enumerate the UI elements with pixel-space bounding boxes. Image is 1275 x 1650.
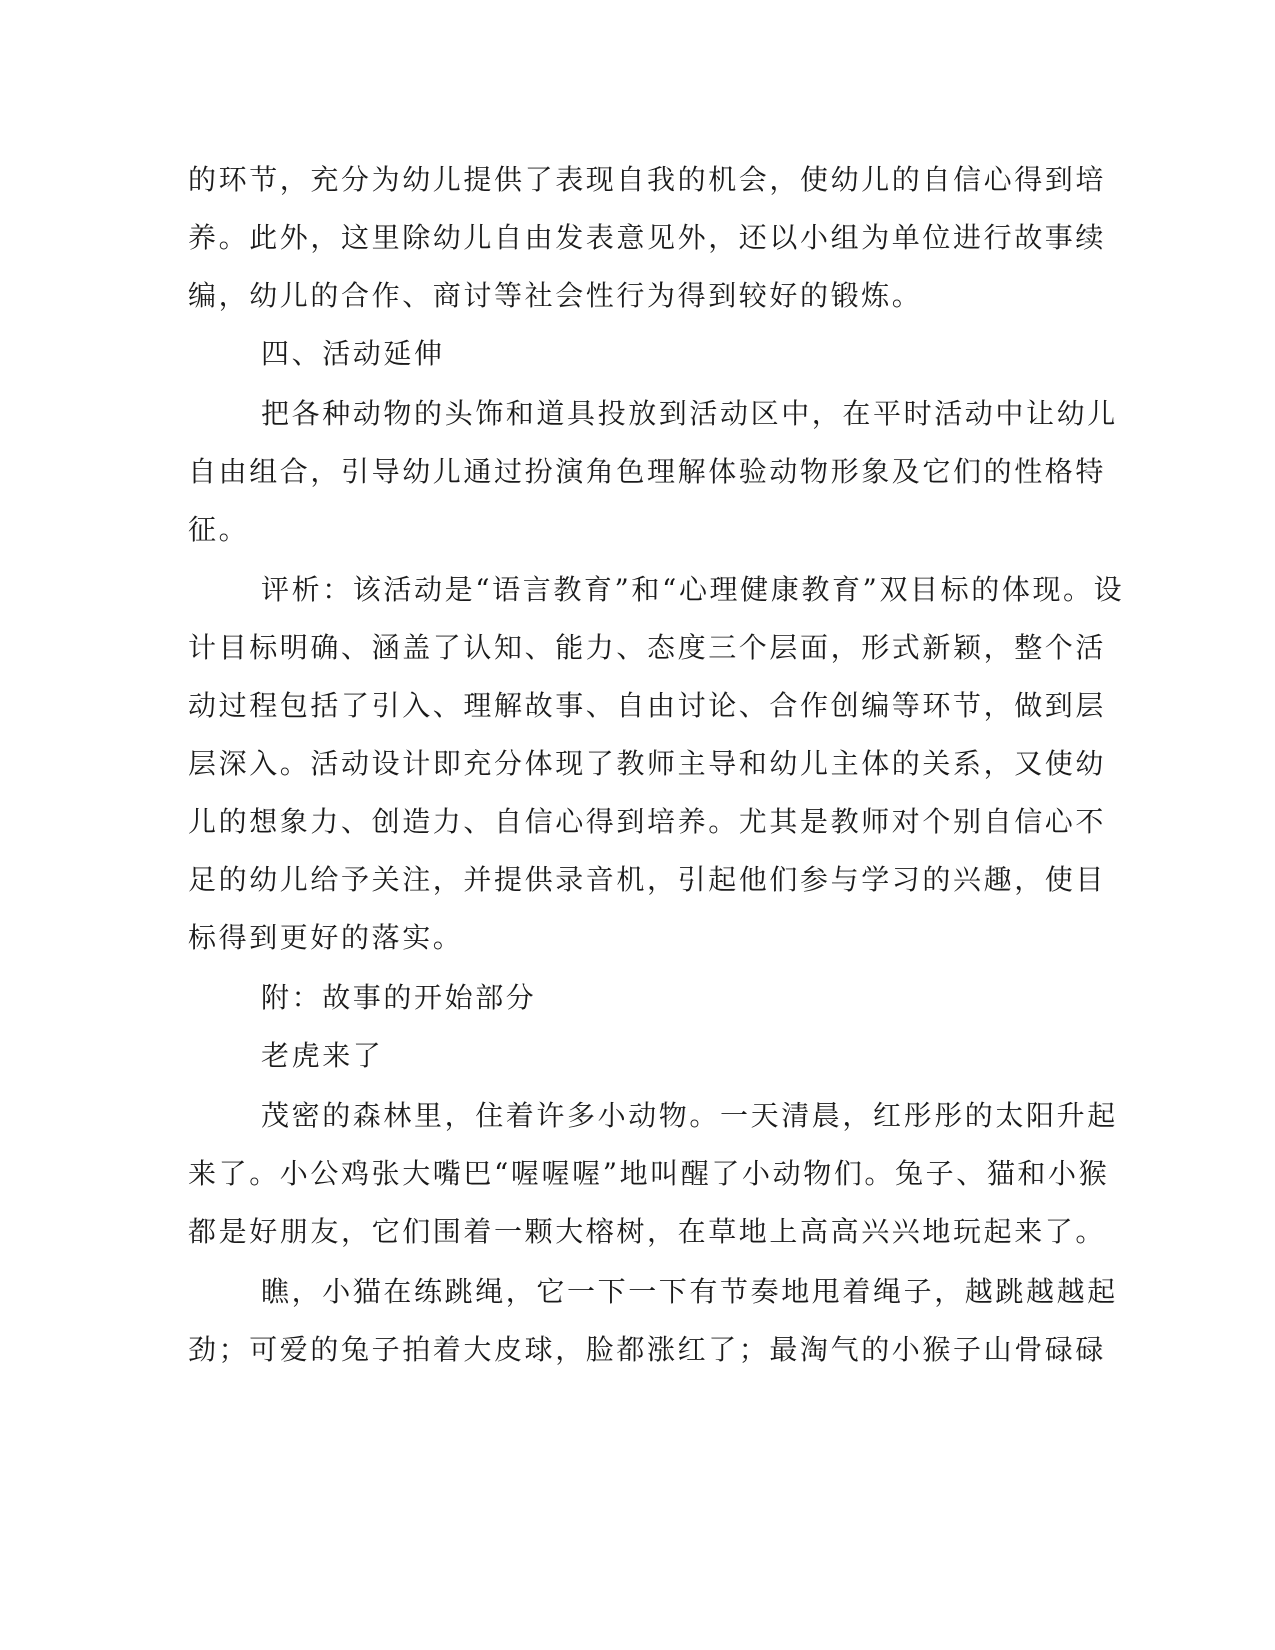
text-line: 养。此外，这里除幼儿自由发表意见外，还以小组为单位进行故事续 [188,221,1107,254]
text-line: 征。 [188,513,250,546]
text-line: 瞧，小猫在练跳绳，它一下一下有节奏地甩着绳子，越跳越越起 [261,1275,1118,1308]
text-line: 足的幼儿给予关注，并提供录音机，引起他们参与学习的兴趣，使目 [188,863,1107,896]
story-title: 老虎来了 [261,1039,384,1072]
section-heading: 四、活动延伸 [261,337,445,370]
text-line: 编，幼儿的合作、商讨等社会性行为得到较好的锻炼。 [188,279,923,312]
text-line: 儿的想象力、创造力、自信心得到培养。尤其是教师对个别自信心不 [188,805,1107,838]
text-line: 计目标明确、涵盖了认知、能力、态度三个层面，形式新颖，整个活 [188,631,1107,664]
text-line: 自由组合，引导幼儿通过扮演角色理解体验动物形象及它们的性格特 [188,455,1107,488]
appendix-heading: 附：故事的开始部分 [261,981,537,1014]
text-line: 的环节，充分为幼儿提供了表现自我的机会，使幼儿的自信心得到培 [188,163,1107,196]
text-line: 都是好朋友，它们围着一颗大榕树，在草地上高高兴兴地玩起来了。 [188,1215,1107,1248]
text-line: 劲；可爱的兔子拍着大皮球，脸都涨红了；最淘气的小猴子山骨碌碌 [188,1333,1107,1366]
text-line: 层深入。活动设计即充分体现了教师主导和幼儿主体的关系，又使幼 [188,747,1107,780]
text-line: 标得到更好的落实。 [188,921,464,954]
text-line: 把各种动物的头饰和道具投放到活动区中，在平时活动中让幼儿 [261,397,1118,430]
text-line: 评析：该活动是“语言教育”和“心理健康教育”双目标的体现。设 [261,573,1125,606]
text-line: 茂密的森林里，住着许多小动物。一天清晨，红彤彤的太阳升起 [261,1099,1118,1132]
text-line: 来了。小公鸡张大嘴巴“喔喔喔”地叫醒了小动物们。兔子、猫和小猴 [188,1157,1110,1190]
text-line: 动过程包括了引入、理解故事、自由讨论、合作创编等环节，做到层 [188,689,1107,722]
